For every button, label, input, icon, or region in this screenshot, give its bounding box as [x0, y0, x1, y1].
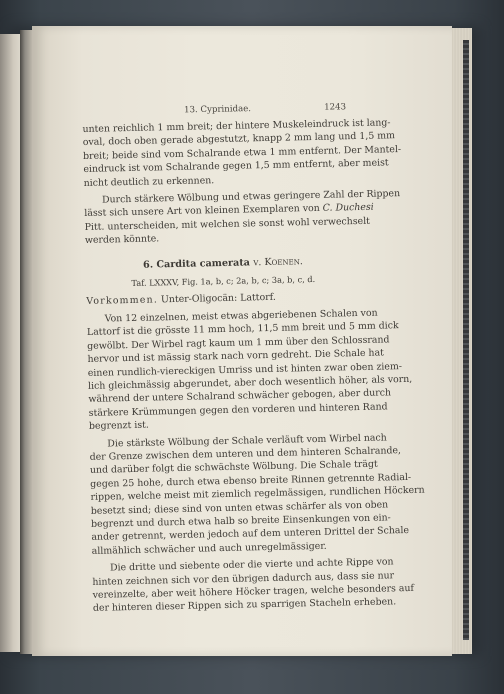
text-line: hinten zeichnen sich vor den übrigen dadurch aus, dass sie nur [92, 569, 395, 588]
text-line: Durch stärkere Wölbung und etwas geringere Zahl der Rippen [101, 188, 401, 206]
text-line: ander getrennt, werden jedoch auf dem unteren Drittel der Schale [91, 525, 410, 544]
text-line: stärkere Krümmungen gegen den vorderen und hinteren Rand [88, 401, 388, 419]
text-line: der Grenze zwischen dem unteren und dem hinteren Schalrande, [89, 445, 402, 463]
species-heading [85, 254, 360, 273]
species-name: Cardita camerata [156, 257, 251, 271]
text-line: breit; beide sind vom Schalrande etwa 1 mm entfernt. Der Mantel- [82, 143, 402, 162]
text-line: nicht deutlich zu erkennen. [83, 174, 215, 189]
page-content [82, 100, 425, 616]
text-line: während der untere Schalrand schwächer gebogen, aber durch [88, 387, 392, 406]
text-line: der hinteren dieser Rippen sich zu sparrigen Stacheln erheben. [92, 596, 397, 615]
paragraph-1 [82, 117, 402, 190]
text-line: eindruck ist vom Schalrande gegen 1,5 mm entfernt, aber meist [83, 157, 389, 176]
paragraph-3 [86, 307, 413, 434]
text-line: Von 12 einzelnen, meist etwas abgeriebenen Schalen von [104, 307, 378, 325]
paragraph-5 [92, 556, 415, 616]
page-number: 1243 [324, 102, 347, 113]
text-line: rippen, welche meist mit ziemlich regelmässigen, rundlichen Höckern [90, 484, 425, 504]
occurrence-label: Vorkommen. [86, 294, 159, 308]
text-line: begrenzt ist. [88, 419, 149, 433]
text-line: einen rundlich-viereckigen Umriss und ist hinten zwar oben ziem- [87, 360, 403, 379]
page-edge-shadow [463, 40, 469, 640]
text-line: Pitt. unterscheiden, mit welchen sie sonst wohl verwechselt [84, 215, 371, 233]
text-line: Lattorf ist die grösste 11 mm hoch, 11,5 mm breit und 5 mm dick [86, 320, 399, 339]
left-page-edge [0, 34, 22, 652]
text-line: unten reichlich 1 mm breit; der hintere Muskeleindruck ist lang- [82, 117, 391, 135]
text-line: und darüber folgt die schwächste Wölbung. Die Schale trägt [89, 458, 378, 477]
text-line: begrenzt und durch etwa halb so breite Einsenkungen von ein- [91, 512, 391, 530]
text-line: oval, doch oben gerade abgestutzt, knapp 2 mm lang und 1,5 mm [82, 130, 396, 149]
text-line: gewölbt. Der Wirbel ragt kaum um 1 mm über den Schlossrand [87, 334, 390, 352]
text-line: gegen 25 hohe, durch etwa ebenso breite Rinnen getrennte Radial- [90, 471, 412, 490]
figure-reference: Taf. LXXXV, Fig. 1a, b, c; 2a, b, c; 3a, b, c, d. [131, 274, 316, 289]
text-line: besetzt sind; diese sind von unten etwas schärfer als von oben [90, 498, 389, 517]
text-fragment: lässt sich unsere Art von kleinen Exemplaren von [84, 203, 323, 220]
text-line: allmählich schwächer und auch unregelmässiger. [91, 540, 327, 557]
species-reference: C. Duchesi [322, 202, 374, 215]
text-line: hervor und ist mässig stark nach vorn gedreht. Die Schale hat [87, 347, 385, 366]
paragraph-4 [89, 431, 425, 558]
occurrence-value: Unter-Oligocän: Lattorf. [160, 292, 276, 306]
page-edge-stack [452, 28, 472, 654]
chapter-title: 13. Cyprinidae. [183, 104, 252, 116]
text-line: Die dritte und siebente oder die vierte und achte Rippe von [109, 556, 394, 574]
text-line: vereinzelte, aber weit höhere Höcker tragen, welche besonders auf [92, 582, 415, 601]
text-line: werden könnte. [84, 233, 160, 247]
paragraph-2 [84, 188, 401, 248]
text-line: lich gleichmässig abgerundet, aber doch wesentlich höher, als vorn, [87, 373, 413, 392]
species-number: 6. [142, 259, 154, 271]
species-author: v. Koenen. [253, 255, 303, 268]
text-line: Die stärkste Wölbung der Schale verläuft vom Wirbel nach [107, 431, 387, 450]
occurrence-line [86, 289, 361, 308]
